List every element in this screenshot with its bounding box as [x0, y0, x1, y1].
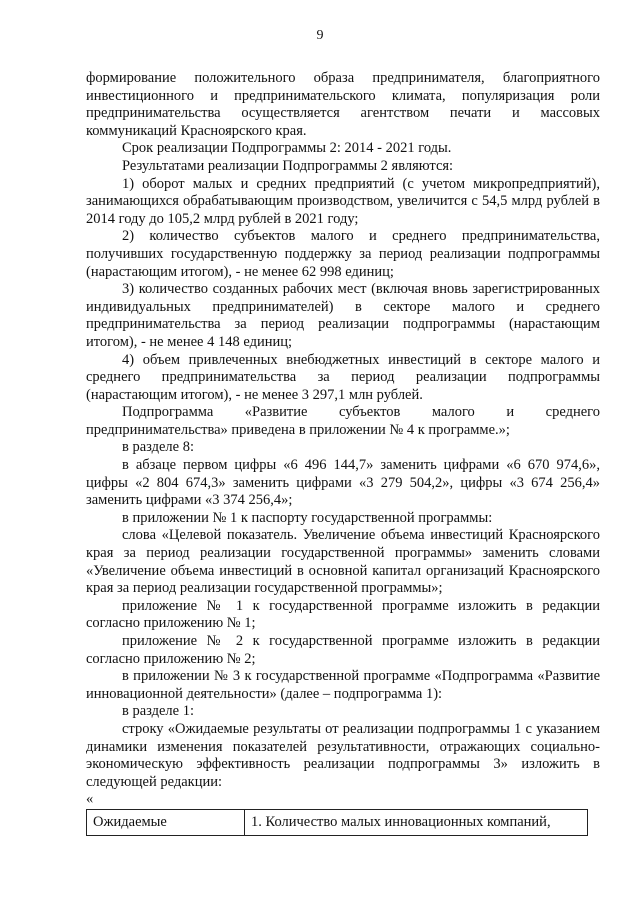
paragraph: в абзаце первом цифры «6 496 144,7» заменить цифрами «6 670 974,6», цифры «2 804 674,3» заменить цифрами «3 279 504,2», цифры «3 674 256,4» заменить цифрами «3 374 256,4»;	[86, 457, 600, 509]
paragraph: 1) оборот малых и средних предприятий (с учетом микропредприятий), занимающихся обрабатывающим производством, увеличится с 54,5 млрд рублей в 2014 году до 105,2 млрд рублей в 2021 году;	[86, 175, 600, 227]
paragraph: приложение № 1 к государственной программе изложить в редакции согласно приложению № 1;	[86, 597, 600, 632]
paragraph: приложение № 2 к государственной программе изложить в редакции согласно приложению № 2;	[86, 633, 600, 667]
table-cell-value: 1. Количество малых инновационных компаний,	[245, 810, 588, 836]
page-number: 9	[316, 28, 324, 43]
paragraph: слова «Целевой показатель. Увеличение объема инвестиций Красноярского края за период реализации государственной программы» заменить словами «Увеличение объема инвестиций в основной капитал организаций Красноярского края за период реализации государственной программы»;	[86, 527, 600, 597]
document-body	[86, 70, 600, 836]
results-table	[86, 809, 588, 836]
paragraph: Срок реализации Подпрограммы 2: 2014 - 2021 годы.	[122, 140, 452, 157]
paragraph: в разделе 1:	[122, 703, 195, 720]
paragraph: 3) количество созданных рабочих мест (включая вновь зарегистрированных индивидуальных предпринимателей) в секторе малого и среднего предпринимательства за период реализации подпрограммы (нарастающим итогом), - не менее 4 148 единиц;	[86, 281, 600, 350]
paragraph: Результатами реализации Подпрограммы 2 являются:	[122, 157, 454, 174]
table-row	[87, 810, 588, 836]
opening-quote: «	[86, 791, 94, 808]
paragraph: в приложении № 3 к государственной программе «Подпрограмма «Развитие инновационной деятельности» (далее – подпрограмма 1):	[86, 668, 600, 702]
paragraph: в приложении № 1 к паспорту государственной программы:	[122, 509, 493, 526]
paragraph: 4) объем привлеченных внебюджетных инвестиций в секторе малого и среднего предпринимательства за период реализации подпрограммы (нарастающим итогом), - не менее 3 297,1 млн рублей.	[86, 351, 600, 403]
paragraph: формирование положительного образа предпринимателя, благоприятного инвестиционного и предпринимательского климата, популяризация роли предпринимательства осуществляется агентством печати и массовых коммуникаций Красноярского края.	[86, 70, 600, 139]
paragraph: в разделе 8:	[122, 439, 195, 456]
paragraph: 2) количество субъектов малого и среднего предпринимательства, получивших государственную поддержку за период реализации подпрограммы (нарастающим итогом), - не менее 62 998 единиц;	[86, 228, 600, 280]
paragraph: Подпрограмма «Развитие субъектов малого и среднего предпринимательства» приведена в приложении № 4 к программе.»;	[86, 404, 600, 438]
paragraph: строку «Ожидаемые результаты от реализации подпрограммы 1 с указанием динамики изменения показателей результативности, отражающих социально-экономическую эффективность реализации подпрограммы 3» изложить в следующей редакции:	[86, 720, 600, 790]
table-cell-label: Ожидаемые	[87, 810, 245, 836]
